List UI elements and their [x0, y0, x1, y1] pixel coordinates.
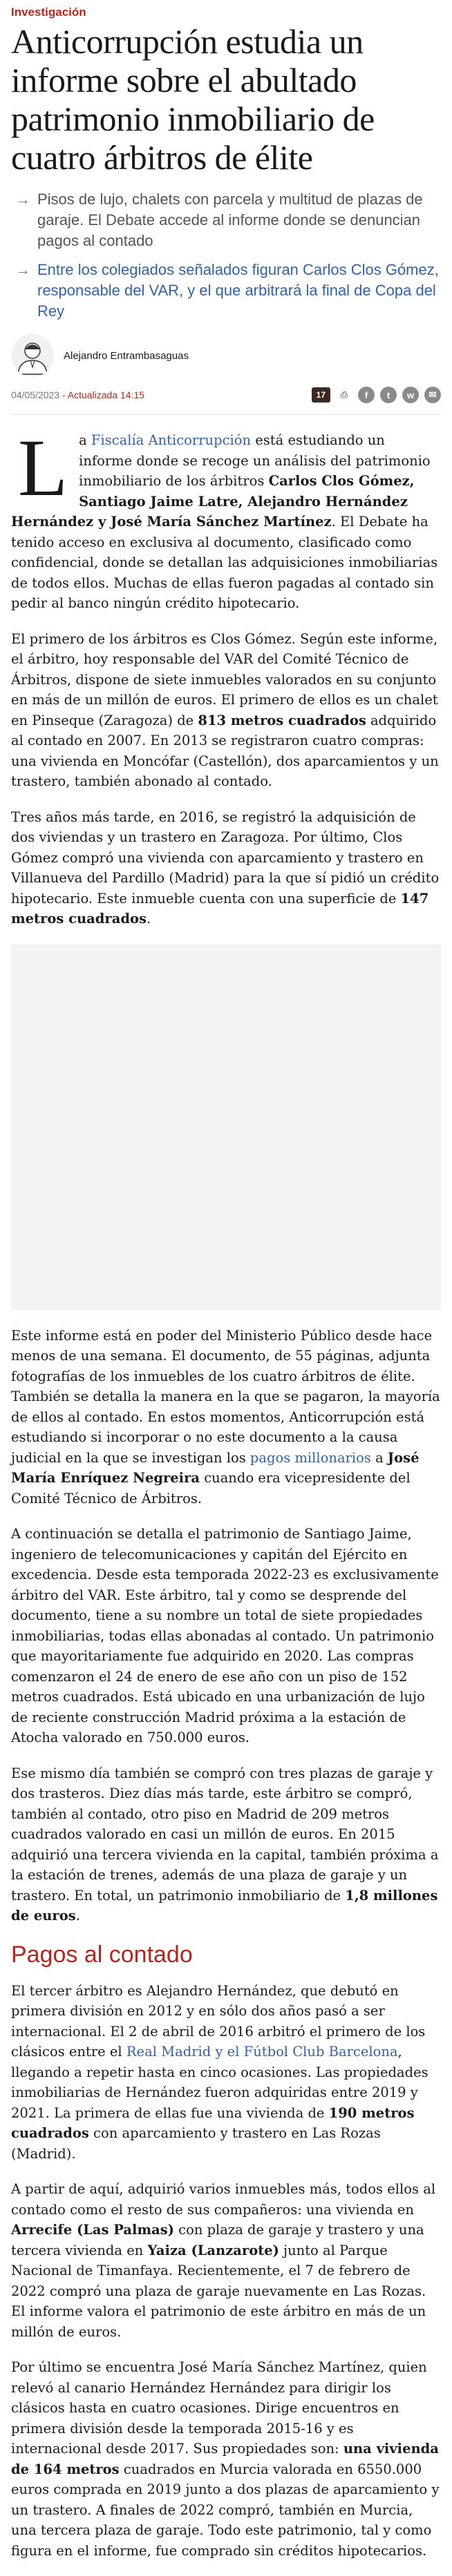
whatsapp-icon[interactable]: w	[402, 387, 419, 403]
article-body	[11, 423, 441, 2561]
twitter-icon[interactable]: t	[380, 387, 397, 403]
updated-time: - Actualizada 14:15	[62, 389, 145, 400]
publish-date: 04/05/2023	[11, 389, 60, 400]
summary-bullets	[11, 189, 441, 322]
publish-dates	[11, 389, 144, 400]
link-pagos-millonarios[interactable]: pagos millonarios	[249, 1449, 371, 1466]
section-tag[interactable]: Investigación	[11, 6, 86, 19]
arrow-right-icon: →	[15, 261, 30, 278]
headline: Anticorrupción estudia un informe sobre el abultado patrimonio inmobiliario de cuatro árbitros de élite	[11, 22, 375, 177]
meta-row	[11, 387, 441, 415]
print-icon[interactable]: ⎙	[340, 389, 348, 400]
paragraph-8: A partir de aquí, adquirió varios inmuebles más, todos ellos al contado como el resto de sus compañeros: una vivienda en Arrecife (Las Palmas) con plaza de garaje y trastero y una tercera vivienda en Yaiza (Lanzarote) junto al Parque Nacional de Timanfaya. Recientemente, el 7 de febrero de 2022 compró una plaza de garaje nuevamente en Las Rozas. El informe valora el patrimonio de este árbitro en más de un millón de euros.	[11, 2181, 436, 2340]
summary-bullet	[11, 189, 441, 251]
link-fiscalia-anticorrupcion[interactable]: Fiscalía Anticorrupción	[91, 432, 252, 448]
paragraph-5: A continuación se detalla el patrimonio de Santiago Jaime, ingeniero de telecomunicaciones y capitán del Ejército en excedencia. Desde esta temporada 2022-23 es exclusivamente árbitro del VAR. Este árbitro, tal y como se desprende del documento, tiene a su nombre un total de siete propiedades inmobiliarias, todas ellas abonadas al contado. Un patrimonio que mayoritariamente fue adquirido en 2020. Las compras comenzaron el 24 de enero de ese año con un piso de 152 metros cuadrados. Está ubicado en una urbanización de lujo de reciente construcción Madrid próxima a la estación de Atocha valorado en 750.000 euros.	[11, 1526, 439, 1745]
summary-bullet-link	[11, 260, 441, 322]
author-avatar[interactable]	[11, 334, 54, 377]
email-icon[interactable]: ✉	[424, 387, 441, 403]
paragraph-1: La Fiscalía Anticorrupción está estudiando un informe donde se recoge un análisis del patrimonio inmobiliario de los árbitros Carlos Clos Gómez, Santiago Jaime Latre, Alejandro Hernández Hernández y José María Sánchez Martínez. El Debate ha tenido acceso en exclusiva al documento, clasificado como confidencial, donde se detallan las adquisiciones inmobiliarias de todos ellos. Muchas de ellas fueron pagadas al contado sin pedir al banco ningún crédito hipotecario.	[11, 423, 438, 611]
summary-bullet-link-text[interactable]: Entre los colegiados señalados figuran Carlos Clos Gómez, responsable del VAR, y el que arbitrará la final de Copa del Rey	[37, 261, 439, 320]
paragraph-6: Ese mismo día también se compró con tres plazas de garaje y dos trasteros. Diez días más tarde, este árbitro se compró, también al contado, otro piso en Madrid de 209 metros cuadrados valorado en casi un millón de euros. En 2015 adquirió una tercera vivienda en la capital, también próxima a la estación de trenes, además de una plaza de garaje y un trastero. En total, un patrimonio inmobiliario de 1,8 millones de euros.	[11, 1765, 439, 1924]
ad-placeholder	[11, 945, 441, 1310]
author-row	[11, 334, 441, 377]
paragraph-7: El tercer árbitro es Alejandro Hernández, que debutó en primera división en 2012 y en sólo dos años pasó a ser internacional. El 2 de abril de 2016 arbitró el primero de los clásicos entre el Real Madrid y el Fútbol Club Barcelona, llegando a repetir hasta en cinco ocasiones. Las propiedades inmobiliarias de Hernández fueron adquiridas entre 2019 y 2021. La primera de ellas fue una vivienda de 190 metros cuadrados con aparcamiento y trastero en Las Rozas (Madrid).	[11, 1982, 429, 2162]
summary-bullet-text: Pisos de lujo, chalets con parcela y multitud de plazas de garaje. El Debate accede al informe donde se denuncian pagos al contado	[37, 191, 423, 249]
subheading: Pagos al contado	[11, 1941, 193, 1968]
share-bar	[312, 387, 441, 403]
arrow-right-icon: →	[15, 191, 30, 208]
author-portrait-icon	[11, 334, 54, 377]
comments-count-badge[interactable]: 17	[312, 387, 330, 403]
facebook-icon[interactable]: f	[358, 387, 375, 403]
paragraph-3: Tres años más tarde, en 2016, se registró la adquisición de dos viviendas y un trastero en Zaragoza. Por último, Clos Gómez compró una vivienda con aparcamiento y trastero en Villanueva del Pardillo (Madrid) para la que sí pidió un crédito hipotecario. Este inmueble cuenta con una superficie de 147 metros cuadrados.	[11, 808, 440, 927]
paragraph-4: Este informe está en poder del Ministerio Público desde hace menos de una semana. El documento, de 55 páginas, adjunta fotografías de los inmuebles de los cuatro árbitros de élite. También se detalla la manera en la que se pagaron, la mayoría de ellos al contado. En estos momentos, Anticorrupción está estudiando si incorporar o no este documento a la causa judicial en la que se investigan los pagos millonarios a José María Enríquez Negreira cuando era vicepresidente del Comité Técnico de Árbitros.	[11, 1327, 440, 1507]
drop-cap: L	[18, 423, 68, 513]
paragraph-9: Por último se encuentra José María Sánchez Martínez, quien relevó al canario Hernández Hernández para dirigir los clásicos hasta en cuatro ocasiones. Dirige encuentros en primera división desde la temporada 2015-16 y es internacional desde 2017. Sus propiedades son: una vivienda de 164 metros cuadrados en Murcia valorada en 6550.000 euros comprada en 2019 junto a dos plazas de aparcamiento y un trastero. A finales de 2022 compró, también en Murcia, una tercera plaza de garaje. Todo este patrimonio, tal y como figura en el informe, fue comprado sin créditos hipotecarios.	[11, 2359, 440, 2559]
author-name[interactable]: Alejandro Entrambasaguas	[64, 349, 189, 362]
paragraph-2: El primero de los árbitros es Clos Gómez. Según este informe, el árbitro, hoy responsable del VAR del Comité Técnico de Árbitros, dispone de siete inmuebles valorados en su conjunto en más de un millón de euros. El primero de ellos es un chalet en Pinseque (Zaragoza) de 813 metros cuadrados adquirido al contado en 2007. En 2013 se registraron cuatro compras: una vivienda en Moncófar (Castellón), dos aparcamientos y un trastero, también abonado al contado.	[11, 630, 439, 789]
link-real-madrid-barcelona[interactable]: Real Madrid y el Fútbol Club Barcelona	[126, 2044, 398, 2060]
